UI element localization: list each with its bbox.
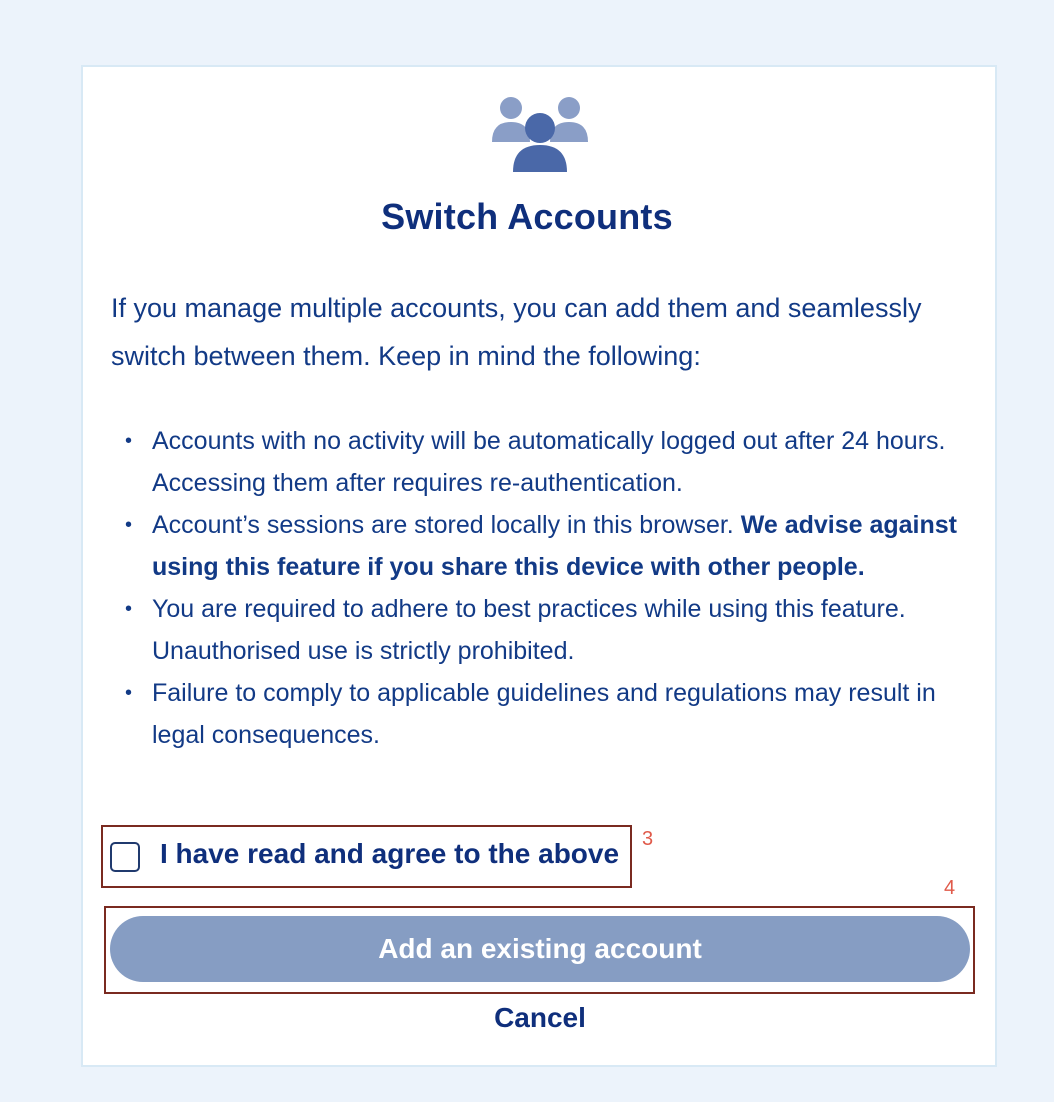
agree-label[interactable]: I have read and agree to the above [160,838,620,869]
guideline-list [152,420,982,756]
guideline-item: • Failure to comply to applicable guidelines and regulations may result in legal consequences. [152,672,982,756]
users-group-icon [490,94,590,176]
guideline-item: • Accounts with no activity will be automatically logged out after 24 hours. Accessing them after requires re-authentication. [152,420,982,504]
guideline-warning: We advise against using this feature if you share this device with other people. [152,511,957,581]
annotation-number: 4 [944,877,956,899]
dialog-title: Switch Accounts [381,196,673,237]
dialog-intro-text: If you manage multiple accounts, you can add them and seamlessly switch between them. Keep in mind the following: [111,293,922,371]
guideline-item: • Account’s sessions are stored locally in this browser. We advise against using this feature if you share this device with other people. [152,504,982,588]
annotation-number: 3 [642,828,654,850]
guideline-item: • You are required to adhere to best practices while using this feature. Unauthorised use is strictly prohibited. [152,588,982,672]
agree-checkbox[interactable] [110,842,140,872]
cancel-button[interactable]: Cancel [494,1002,586,1033]
add-existing-account-button[interactable]: Add an existing account [110,916,970,982]
